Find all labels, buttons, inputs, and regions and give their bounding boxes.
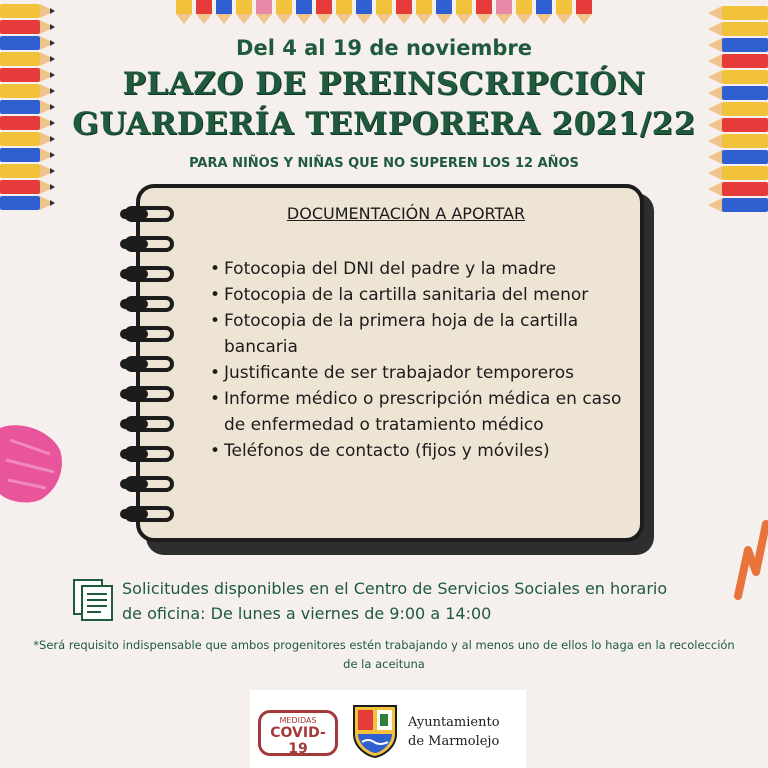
ayuntamiento-line-1: Ayuntamiento [408,715,500,730]
covid-stamp-line-2: COVID-19 [270,725,326,757]
list-item: • Teléfonos de contacto (fijos y móviles) [210,438,630,464]
list-item: • Fotocopia de la cartilla sanitaria del menor [210,282,630,308]
covid-measures-stamp [258,710,338,756]
orange-squiggle [730,510,768,600]
title-line-1: PLAZO DE PREINSCRIPCIÓN [122,66,646,102]
list-item: • Informe médico o prescripción médica en caso de enfermedad o tratamiento médico [210,386,630,438]
marmolejo-coat-of-arms-icon [352,704,398,758]
list-item: • Fotocopia del DNI del padre y la madre [210,256,630,282]
list-item: • Justificante de ser trabajador temporeros [210,360,630,386]
ayuntamiento-name [408,713,500,751]
availability-info: Solicitudes disponibles en el Centro de Servicios Sociales en horario de oficina: De lunes a viernes de 9:00 a 14:00 [122,579,668,623]
documents-heading: DOCUMENTACIÓN A APORTAR [286,204,526,223]
date-range: Del 4 al 19 de noviembre [236,36,532,60]
pink-brush-stroke [0,420,64,504]
subtitle: PARA NIÑOS Y NIÑAS QUE NO SUPEREN LOS 12 AÑOS [189,156,579,171]
documents-list [210,256,630,464]
document-icon [72,578,116,622]
title-line-2: GUARDERÍA TEMPORERA 2021/22 [72,106,696,142]
requirement-note: *Será requisito indispensable que ambos progenitores estén trabajando y al menos uno de ellos lo haga en la recolección de la aceituna [33,638,735,671]
ayuntamiento-line-2: de Marmolejo [408,734,500,749]
list-item: • Fotocopia de la primera hoja de la cartilla bancaria [210,308,630,360]
covid-stamp-line-1: MEDIDAS [279,716,317,725]
top-pencils-decoration [176,0,596,26]
